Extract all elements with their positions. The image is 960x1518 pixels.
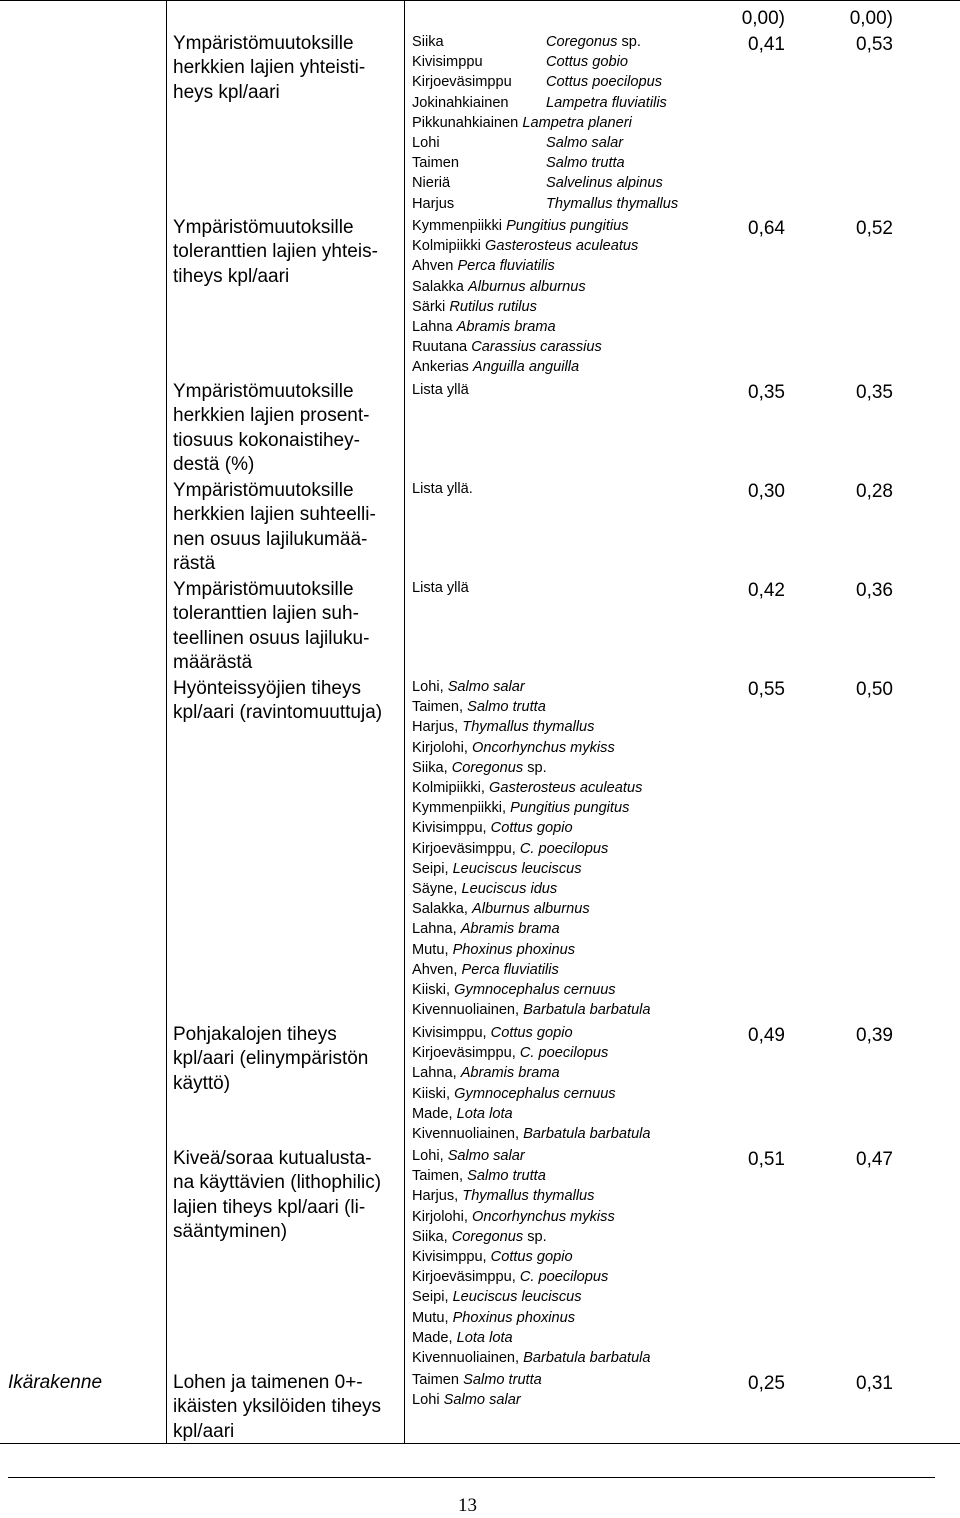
list-item: Salakka, Alburnus alburnus — [412, 901, 590, 918]
list-item: Made, Lota lota — [412, 1329, 513, 1346]
list-item: Lohi Salmo salar — [412, 135, 624, 152]
value-2: 0,31 — [856, 1373, 893, 1394]
list-item: Harjus, Thymallus thymallus — [412, 1188, 595, 1205]
list-item: Kolmipiikki Gasterosteus aculeatus — [412, 238, 639, 255]
list-item: Kiiski, Gymnocephalus cernuus — [412, 1085, 616, 1102]
list-item: Lohi, Salmo salar — [412, 679, 525, 695]
list-item: Lohi Salmo salar — [412, 1392, 521, 1409]
list-item: Salakka Alburnus alburnus — [412, 278, 586, 295]
list-item: Kymmenpiikki Pungitius pungitius — [412, 218, 629, 234]
indicator-label: Ympäristömuutoksille herkkien lajien prosent- tiosuus kokonaistihey- destä (%) — [173, 381, 370, 476]
list-item: Kymmenpiikki, Pungitius pungitus — [412, 800, 630, 817]
indicator-label: Lohen ja taimenen 0+- ikäisten yksilöiden tiheys kpl/aari — [173, 1372, 382, 1442]
list-item: Kirjolohi, Oncorhynchus mykiss — [412, 1208, 615, 1225]
list-item: Särki Rutilus rutilus — [412, 298, 537, 315]
note: Lista yllä. — [412, 481, 473, 497]
species-list — [412, 216, 742, 378]
list-item: Kivisimppu, Cottus gopio — [412, 1025, 573, 1041]
species-list — [412, 1370, 742, 1410]
value-2: 0,47 — [856, 1149, 893, 1170]
list-item: Taimen Salmo trutta — [412, 1372, 542, 1388]
indicator-label: Ympäristömuutoksille herkkien lajien yhteisti- heys kpl/aari — [173, 33, 366, 103]
list-item: Kirjoeväsimppu, C. poecilopus — [412, 1269, 609, 1286]
list-item: Lohi, Salmo salar — [412, 1148, 525, 1164]
table-top-border — [0, 0, 960, 1]
list-item: Kivisimppu Cottus gobio — [412, 54, 628, 71]
list-item: Mutu, Phoxinus phoxinus — [412, 1309, 576, 1326]
list-item: Kivisimppu, Cottus gopio — [412, 1249, 573, 1266]
note: Lista yllä — [412, 580, 469, 596]
value-2: 0,36 — [856, 580, 893, 601]
value-2: 0,53 — [856, 34, 893, 55]
list-item: Kirjoeväsimppu, C. poecilopus — [412, 840, 609, 857]
header-value-1: 0,00) — [741, 8, 785, 29]
list-item: Taimen Salmo trutta — [412, 155, 625, 172]
list-item: Kolmipiikki, Gasterosteus aculeatus — [412, 780, 643, 797]
list-item: Siika, Coregonus sp. — [412, 759, 547, 776]
list-item: Made, Lota lota — [412, 1105, 513, 1122]
list-item: Jokinahkiainen Lampetra fluviatilis — [412, 94, 667, 111]
indicator-label: Kiveä/soraa kutualusta- na käyttävien (lithophilic) lajien tiheys kpl/aari (li- sääntyminen) — [173, 1148, 382, 1243]
value-1: 0,25 — [748, 1373, 785, 1394]
list-item: Kivennuoliainen, Barbatula barbatula — [412, 1126, 651, 1143]
indicator-label: Ympäristömuutoksille toleranttien lajien suh- teellinen osuus lajiluku- määrästä — [173, 579, 370, 674]
indicator-label: Ympäristömuutoksille toleranttien lajien yhteis- tiheys kpl/aari — [173, 217, 378, 287]
list-item: Kivisimppu, Cottus gopio — [412, 820, 573, 837]
species-list — [412, 1146, 742, 1368]
indicator-label: Ympäristömuutoksille herkkien lajien suhteelli- nen osuus lajilukumää- rästä — [173, 480, 376, 575]
value-1: 0,35 — [748, 382, 785, 403]
value-2: 0,28 — [856, 481, 893, 502]
species-list — [412, 32, 742, 214]
list-item: Seipi, Leuciscus leuciscus — [412, 860, 582, 877]
value-2: 0,35 — [856, 382, 893, 403]
species-list — [412, 677, 742, 1020]
value-2: 0,39 — [856, 1025, 893, 1046]
list-item: Pikkunahkiainen Lampetra planeri — [412, 114, 632, 131]
value-1: 0,55 — [748, 679, 785, 700]
page-number: 13 — [458, 1495, 477, 1516]
list-item: Ruutana Carassius carassius — [412, 339, 602, 356]
value-1: 0,64 — [748, 218, 785, 239]
indicator-label: Hyönteissyöjien tiheys kpl/aari (ravintomuuttuja) — [173, 678, 383, 724]
list-item: Mutu, Phoxinus phoxinus — [412, 941, 576, 958]
list-item: Lahna, Abramis brama — [412, 921, 560, 938]
list-item: Harjus, Thymallus thymallus — [412, 719, 595, 736]
footnote-rule — [8, 1477, 935, 1478]
list-item: Kiiski, Gymnocephalus cernuus — [412, 982, 616, 999]
list-item: Taimen, Salmo trutta — [412, 1168, 546, 1185]
column-divider — [166, 0, 167, 1443]
list-item: Ahven Perca fluviatilis — [412, 258, 555, 275]
species-list — [412, 1023, 742, 1144]
list-item: Siika, Coregonus sp. — [412, 1228, 547, 1245]
header-value-2: 0,00) — [849, 8, 893, 29]
indicator-label: Pohjakalojen tiheys kpl/aari (elinympäristön käyttö) — [173, 1024, 369, 1094]
list-item: Kirjolohi, Oncorhynchus mykiss — [412, 739, 615, 756]
list-item: Ahven, Perca fluviatilis — [412, 961, 559, 978]
value-1: 0,30 — [748, 481, 785, 502]
list-item: Seipi, Leuciscus leuciscus — [412, 1289, 582, 1306]
table-bottom-border — [0, 1443, 960, 1444]
list-item: Lahna, Abramis brama — [412, 1065, 560, 1082]
list-item: Ankerias Anguilla anguilla — [412, 359, 580, 376]
value-2: 0,50 — [856, 679, 893, 700]
note: Lista yllä — [412, 382, 469, 398]
list-item: Harjus Thymallus thymallus — [412, 195, 679, 212]
list-item: Kirjoeväsimppu Cottus poecilopus — [412, 74, 663, 91]
value-1: 0,49 — [748, 1025, 785, 1046]
list-item: Säyne, Leuciscus idus — [412, 881, 558, 898]
category-label: Ikärakenne — [8, 1372, 103, 1393]
list-item: Kirjoeväsimppu, C. poecilopus — [412, 1045, 609, 1062]
list-item: Taimen, Salmo trutta — [412, 699, 546, 716]
value-1: 0,51 — [748, 1149, 785, 1170]
list-item: Kivennuoliainen, Barbatula barbatula — [412, 1002, 651, 1019]
list-item: Lahna Abramis brama — [412, 319, 556, 336]
list-item: Kivennuoliainen, Barbatula barbatula — [412, 1350, 651, 1367]
list-item: Siika Coregonus sp. — [412, 34, 641, 50]
list-item: Nieriä Salvelinus alpinus — [412, 175, 663, 192]
value-1: 0,42 — [748, 580, 785, 601]
value-2: 0,52 — [856, 218, 893, 239]
value-1: 0,41 — [748, 34, 785, 55]
